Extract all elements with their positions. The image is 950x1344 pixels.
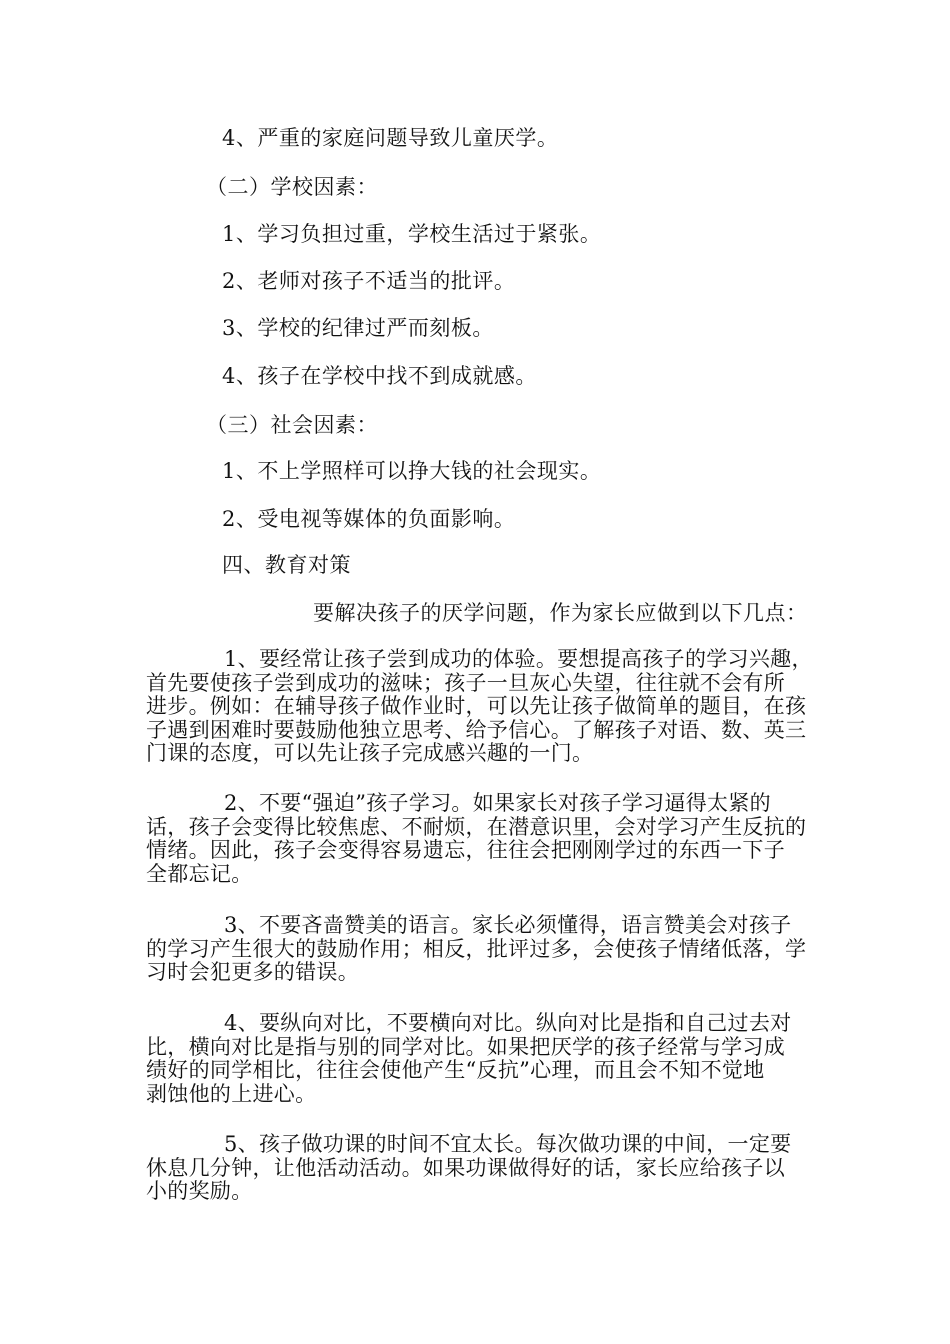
school-item-1: 1、学习负担过重，学校生活过于紧张。	[222, 222, 602, 246]
strategy-intro: 要解决孩子的厌学问题，作为家长应做到以下几点：	[313, 601, 808, 625]
paragraph-line: 比，横向对比是指与别的同学对比。如果把厌学的孩子经常与学习成	[146, 1034, 785, 1059]
paragraph-line: 进步。例如：在辅导孩子做作业时，可以先让孩子做简单的题目，在孩	[146, 694, 807, 718]
paragraph-line: 1、要经常让孩子尝到成功的体验。要想提高孩子的学习兴趣，	[224, 647, 813, 671]
society-item-1: 1、不上学照样可以挣大钱的社会现实。	[222, 459, 602, 483]
society-factors-heading: （三）社会因素：	[206, 413, 378, 437]
section-four-heading: 四、教育对策	[222, 553, 351, 577]
paragraph-line: 3、不要吝啬赞美的语言。家长必须懂得，语言赞美会对孩子	[224, 913, 792, 937]
strategy-paragraph-3	[146, 914, 810, 985]
paragraph-line: 全都忘记。	[146, 861, 253, 886]
strategy-paragraph-4	[146, 1012, 810, 1106]
paragraph-line: 话，孩子会变得比较焦虑、不耐烦，在潜意识里，会对学习产生反抗的	[146, 814, 807, 839]
paragraph-line: 4、要纵向对比，不要横向对比。纵向对比是指和自己过去对	[224, 1011, 792, 1035]
paragraph-line: 首先要使孩子尝到成功的滋味；孩子一旦灰心失望，往往就不会有所	[146, 670, 785, 695]
paragraph-line: 剥蚀他的上进心。	[146, 1081, 317, 1106]
paragraph-line: 的学习产生很大的鼓励作用；相反，批评过多，会使孩子情绪低落，学	[146, 936, 807, 961]
school-factors-heading: （二）学校因素：	[206, 175, 378, 199]
paragraph-line: 5、孩子做功课的时间不宜太长。每次做功课的中间，一定要	[224, 1132, 792, 1156]
strategy-paragraph-2	[146, 792, 810, 886]
paragraph-line: 子遇到困难时要鼓励他独立思考、给予信心。了解孩子对语、数、英三	[146, 717, 807, 742]
school-item-3: 3、学校的纪律过严而刻板。	[222, 316, 494, 340]
paragraph-line: 习时会犯更多的错误。	[146, 960, 359, 984]
family-item-4: 4、严重的家庭问题导致儿童厌学。	[222, 126, 559, 150]
paragraph-line: 绩好的同学相比，往往会使他产生“反抗”心理，而且会不知不觉地	[146, 1058, 765, 1082]
strategy-paragraph-5	[146, 1133, 810, 1204]
paragraph-line: 情绪。因此，孩子会变得容易遗忘，往往会把刚刚学过的东西一下子	[146, 838, 785, 862]
paragraph-line: 门课的态度，可以先让孩子完成感兴趣的一门。	[146, 741, 594, 765]
school-item-4: 4、孩子在学校中找不到成就感。	[222, 364, 537, 388]
society-item-2: 2、受电视等媒体的负面影响。	[222, 507, 516, 531]
strategy-paragraph-1	[146, 647, 813, 766]
paragraph-line: 休息几分钟，让他活动活动。如果功课做得好的话，家长应给孩子以	[146, 1155, 785, 1180]
paragraph-line: 小的奖励。	[146, 1179, 253, 1203]
school-item-2: 2、老师对孩子不适当的批评。	[222, 269, 516, 293]
paragraph-line: 2、不要“强迫”孩子学习。如果家长对孩子学习逼得太紧的	[224, 791, 771, 815]
